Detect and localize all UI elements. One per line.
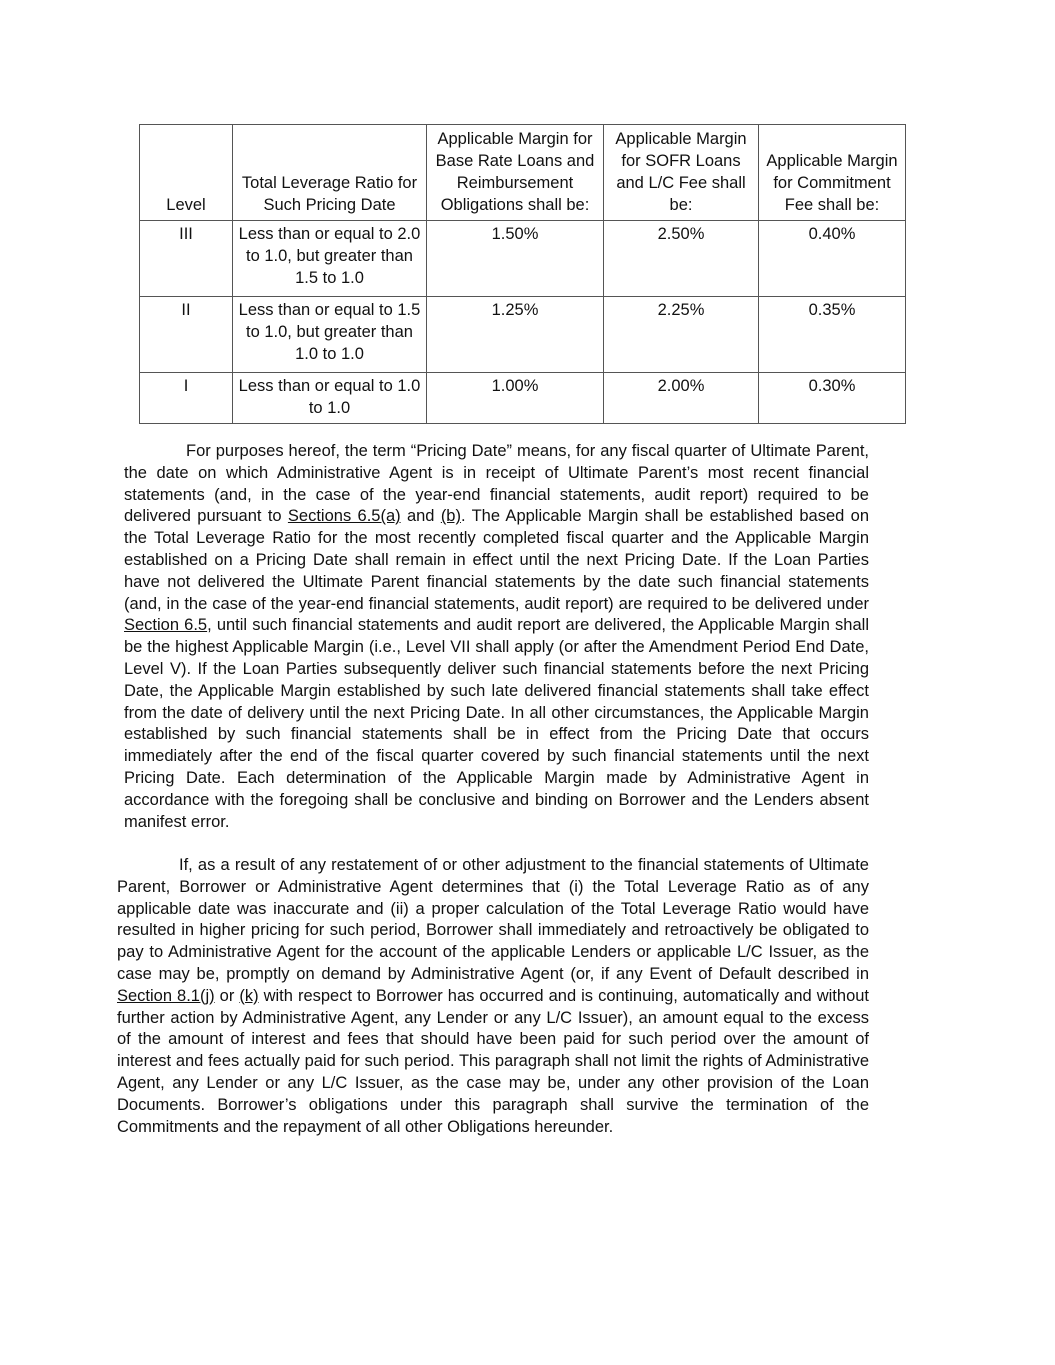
paragraph-text: , until such financial statements and audit report are delivered, the Applicable Margin shall be the highest Applicable Margin (i.e., Level VII shall apply (or after the Amendment Period End Date, Level V). If the Loan Parties subsequently deliver such financial statements before the next Pricing Date, the Applicable Margin established by such late delivered financial statements shall take effect from the date of delivery until the next Pricing Date. In all other circumstances, the Applicable Margin established by such financial statements shall be in effect from the Pricing Date that occurs immediately after the end of the fiscal quarter covered by such financial statements until the next Pricing Date. Each determination of the Applicable Margin made by Administrative Agent in accordance with the foregoing shall be conclusive and binding on Borrower and the Lenders absent manifest error. (124, 616, 869, 831)
paragraph-text: . The Applicable Margin shall be established based on the Total Leverage Ratio for the most recently completed fiscal quarter and the Applicable Margin established on a Pricing Date shall remain in effect until the next Pricing Date. If the Loan Parties have not delivered the Ultimate Parent financial statements by the date such financial statements (and, in the case of the year-end financial statements, audit report) are required to be delivered under (124, 507, 870, 613)
section-reference-link: Sections 6.5(a) (287, 507, 401, 526)
cell-level: I (140, 373, 233, 424)
restatement-paragraph (117, 855, 869, 1138)
table-row (140, 373, 906, 424)
cell-commitment-fee: 0.40% (759, 221, 906, 297)
pricing-date-paragraph (124, 441, 869, 833)
cell-commitment-fee: 0.30% (759, 373, 906, 424)
header-sofr-margin: Applicable Margin for SOFR Loans and L/C Fee shall be: (604, 125, 759, 221)
cell-base-rate: 1.25% (427, 297, 604, 373)
applicable-margin-table (139, 124, 906, 424)
cell-sofr: 2.25% (604, 297, 759, 373)
header-level: Level (140, 125, 233, 221)
paragraph-text: with respect to Borrower has occurred and is continuing, automatically and without further action by Administrative Agent, any Lender or any L/C Issuer), an amount equal to the excess of the amount of interest and fees that should have been paid for such period over the amount of interest and fees actually paid for such period. This paragraph shall not limit the rights of Administrative Agent, any Lender or any L/C Issuer, as the case may be, under any other provision of the Loan Documents. Borrower’s obligations under this paragraph shall survive the termination of the Commitments and the repayment of all other Obligations hereunder. (117, 986, 870, 1136)
section-reference-link: (k) (239, 986, 259, 1005)
cell-ratio: Less than or equal to 1.0 to 1.0 (233, 373, 427, 424)
cell-base-rate: 1.00% (427, 373, 604, 424)
cell-level: II (140, 297, 233, 373)
cell-commitment-fee: 0.35% (759, 297, 906, 373)
header-base-rate-margin: Applicable Margin for Base Rate Loans and Reimbursement Obligations shall be: (427, 125, 604, 221)
header-commitment-fee-margin: Applicable Margin for Commitment Fee shall be: (759, 125, 906, 221)
section-reference-link: (b) (440, 507, 461, 526)
paragraph-text: If, as a result of any restatement of or other adjustment to the financial statements of Ultimate Parent, Borrower or Administrative Agent determines that (i) the Total Leverage Ratio as of any applicable date was inaccurate and (ii) a proper calculation of the Total Leverage Ratio would have resulted in higher pricing for such period, Borrower shall immediately and retroactively be obligated to pay to Administrative Agent for the account of the applicable Lenders or applicable L/C Issuer, as the case may be, promptly on demand by Administrative Agent (or, if any Event of Default described in (117, 856, 869, 983)
section-reference-link: Section 6.5 (124, 616, 208, 635)
section-reference-link: Section 8.1(j) (117, 986, 215, 1005)
cell-sofr: 2.00% (604, 373, 759, 424)
paragraph-text: and (400, 507, 441, 526)
cell-sofr: 2.50% (604, 221, 759, 297)
table-row (140, 221, 906, 297)
cell-ratio: Less than or equal to 1.5 to 1.0, but greater than 1.0 to 1.0 (233, 297, 427, 373)
cell-level: III (140, 221, 233, 297)
cell-base-rate: 1.50% (427, 221, 604, 297)
paragraph-text: For purposes hereof, the term “Pricing Date” means, for any fiscal quarter of Ultimate Parent, the date on which Administrative Agent is in receipt of Ultimate Parent’s most recent financial statements (and, in the case of the year-end financial statements, audit report) required to be delivered pursuant to (124, 442, 869, 526)
cell-ratio: Less than or equal to 2.0 to 1.0, but greater than 1.5 to 1.0 (233, 221, 427, 297)
table-header-row (140, 125, 906, 221)
paragraph-text: or (214, 986, 240, 1005)
table-row (140, 297, 906, 373)
header-total-leverage-ratio: Total Leverage Ratio for Such Pricing Date (233, 125, 427, 221)
